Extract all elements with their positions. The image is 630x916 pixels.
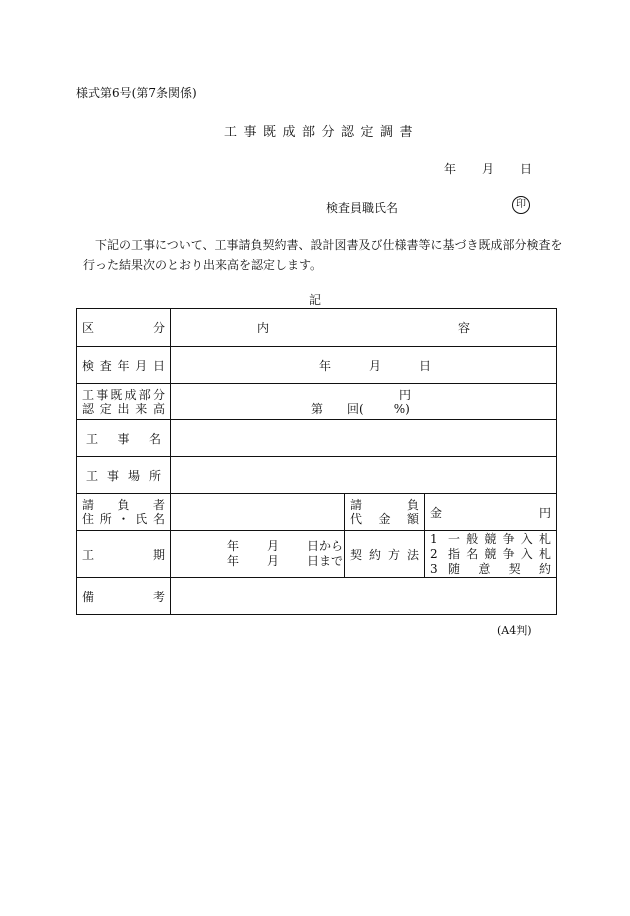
date-month: 月 (482, 162, 495, 176)
body-text: 下記の工事について、工事請負契約書、設計図書及び仕様書等に基づき既成部分検査を行った結果次のとおり出来高を認定します。 (83, 238, 563, 272)
form-number: 様式第6号(第7条関係) (76, 86, 197, 100)
inspection-date-value: 年 月 日 (171, 347, 557, 384)
ki-heading: 記 (308, 293, 321, 307)
table-header-row (77, 309, 557, 347)
contract-method-label: 契 約 方 法 (350, 547, 419, 562)
contractor-label-2: 住 所 ・ 氏 名 (82, 512, 165, 526)
date-day: 日 (520, 162, 533, 176)
inspection-date-label: 検 査 年 月 日 (82, 358, 165, 373)
contract-methods (425, 531, 557, 578)
date-year: 年 (444, 162, 457, 176)
contract-amount-value[interactable] (425, 494, 557, 531)
contractor-value[interactable] (171, 494, 345, 531)
document-title: 工事既成部分認定調書 (223, 125, 419, 140)
completion-label-1: 工 事 既 成 部 分 (82, 387, 165, 402)
remarks-row (77, 578, 557, 615)
work-name-label: 工 事 名 (86, 431, 161, 446)
header-content-cell (171, 309, 557, 347)
completion-table (76, 308, 557, 615)
contract-amount-label-1: 請 負 (350, 498, 419, 512)
header-bun: 分 (152, 321, 165, 335)
completion-kai: 回( (347, 401, 364, 416)
contractor-row (77, 494, 557, 531)
completion-value (171, 384, 557, 420)
work-name-value[interactable] (171, 420, 557, 457)
header-content-left: 内 (257, 321, 270, 335)
method-item[interactable]: 1 一 般 競 争 入 札 (430, 531, 551, 546)
inspector-name-label: 検査員職氏名 (326, 201, 399, 215)
work-name-row (77, 420, 557, 457)
header-ku: 区 (82, 321, 95, 335)
work-place-value[interactable] (171, 457, 557, 494)
contract-amount-label-2: 代 金 額 (350, 512, 419, 526)
remarks-value[interactable] (171, 578, 557, 615)
completion-yen: 円 (399, 387, 412, 402)
method-item[interactable]: 2 指 名 競 争 入 札 (430, 546, 551, 561)
period-to: 年 月 日まで (227, 554, 344, 568)
completion-dai: 第 (311, 401, 324, 416)
period-from: 年 月 日から (227, 539, 344, 553)
remarks-label: 備 考 (82, 589, 165, 604)
seal-mark: 印 (512, 196, 530, 214)
work-place-row (77, 457, 557, 494)
amount-yen: 円 (539, 505, 552, 520)
header-content-right: 容 (458, 321, 471, 335)
paper-size-note: (A4判) (497, 624, 532, 637)
period-row (77, 531, 557, 578)
amount-kin: 金 (430, 505, 443, 520)
method-item[interactable]: 3 随 意 契 約 (430, 561, 551, 576)
completion-label-2: 認 定 出 来 高 (82, 401, 165, 416)
contractor-label-1: 請 負 者 (82, 498, 165, 512)
completion-percent: %) (393, 401, 410, 416)
completion-row (77, 384, 557, 420)
document-date (444, 160, 532, 177)
period-value (171, 531, 345, 578)
period-label: 工 期 (82, 547, 165, 562)
inspection-date-row (77, 347, 557, 384)
work-place-label: 工 事 場 所 (86, 468, 161, 483)
